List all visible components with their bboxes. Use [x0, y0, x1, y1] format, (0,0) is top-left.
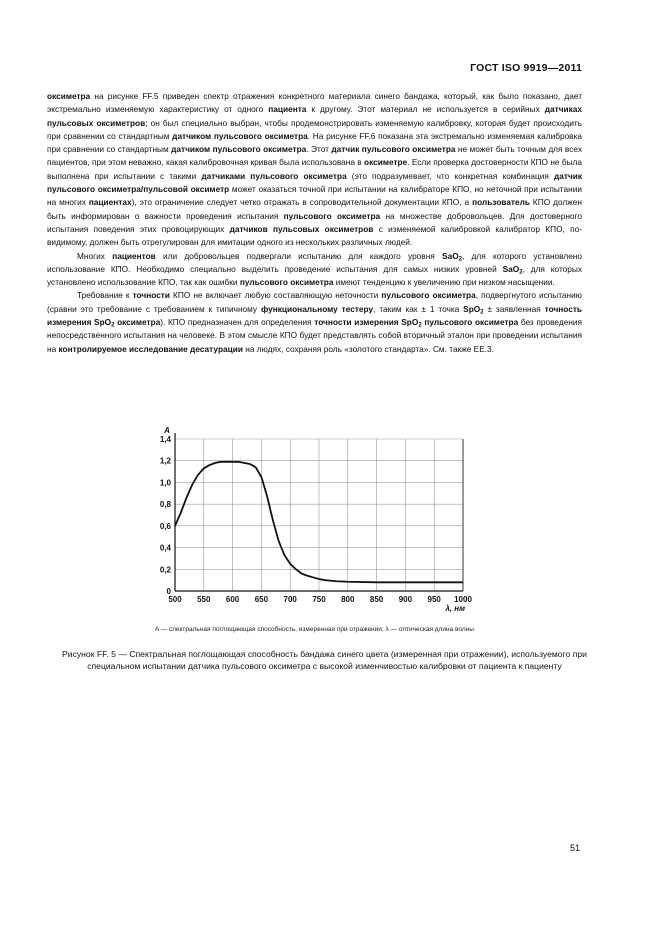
- x-tick-label: 850: [369, 595, 384, 604]
- text-run: может оказаться точной при испытании на калибраторе КПО, но неточной при испытании на многих: [47, 184, 582, 208]
- x-axis-label: λ, нм: [445, 604, 465, 613]
- text-run: 2: [480, 309, 484, 316]
- x-tick-label: 550: [197, 595, 211, 604]
- text-run: не может быть точным для всех пациентов, при этом неважно, какая калибровочная кривая была использована в: [47, 144, 582, 168]
- figure-ff5: [140, 417, 480, 617]
- text-run: (это подразумевает, что конкретная комбинация: [346, 170, 554, 181]
- x-tick-label: 650: [254, 595, 269, 604]
- text-run: ; он был специально выбран, чтобы продемонстрировать изменяемую калибровку, которая будет происходить при сравнении со стандартным: [47, 117, 582, 141]
- text-run: , подвергнутого испытанию (сравни это требование с требованием к типичному: [47, 290, 582, 314]
- y-tick-label: 0,4: [159, 543, 171, 553]
- text-run: 2: [458, 256, 462, 263]
- text-run: пульсового оксиметра: [239, 277, 334, 288]
- text-run: датчиком пульсового оксиметра: [172, 130, 308, 141]
- y-tick-label: 1,2: [159, 456, 171, 466]
- y-tick-label: 0,8: [159, 500, 171, 510]
- text-run: точности измерения SpO: [314, 317, 419, 328]
- text-run: на рисунке FF.5 приведен спектр отражения конкретного материала синего бандажа, который, как было показано, дает экстремально изменяемую характеристику от одного: [47, 91, 582, 115]
- x-tick-label: 950: [427, 595, 441, 604]
- text-run: . Этот: [306, 144, 332, 155]
- text-run: точность измерения SpO: [47, 303, 583, 328]
- text-run: 2: [418, 322, 422, 329]
- figure-legend-note: A — спектральная поглощающая способность, измеренная при отражении; λ — оптическая длина волны: [155, 626, 474, 633]
- paragraph-1: [47, 90, 582, 250]
- x-tick-label: 700: [283, 595, 297, 604]
- text-run: пульсового оксиметра: [421, 317, 519, 328]
- y-axis-label: A: [164, 426, 170, 435]
- text-run: SpO: [463, 303, 481, 314]
- text-run: , таким как ± 1 точка: [373, 303, 464, 314]
- text-run: функциональному тестеру: [260, 303, 374, 314]
- text-run: с изменяемой калибровкой калибратор КПО, по-видимому, должен быть отрегулирован для имитации одного из нескольких различных людей.: [47, 223, 582, 248]
- text-run: оксиметра: [47, 91, 91, 101]
- y-tick-label: 0,6: [159, 521, 171, 531]
- text-run: на множестве добровольцев. Для достоверного испытания поведения этих провоцирующих: [47, 210, 583, 234]
- text-run: пациента: [268, 104, 307, 115]
- text-run: Требование к: [77, 290, 133, 301]
- text-run: SaO: [442, 250, 459, 261]
- text-run: оксиметре: [364, 157, 408, 168]
- x-tick-label: 1000: [454, 595, 472, 604]
- y-tick-label: 1,0: [159, 478, 171, 488]
- body-text: [47, 90, 582, 356]
- text-run: . На рисунке FF.6 показана эта экстремально изменяемая калибровка при сравнении со стандартным: [47, 130, 583, 155]
- paragraph-2: [47, 250, 582, 290]
- text-run: датчик пульсового оксиметра: [331, 144, 456, 155]
- y-tick-label: 0: [166, 587, 171, 596]
- text-run: оксиметра: [114, 317, 161, 328]
- x-tick-label: 900: [398, 595, 413, 604]
- text-run: ). КПО предназначен для определения: [160, 317, 315, 328]
- text-run: датчик пульсового оксиметра/пульсовой оксиметр: [47, 170, 583, 195]
- text-run: 2: [111, 322, 115, 329]
- text-run: пульсового оксиметра: [381, 290, 476, 301]
- text-run: к другому. Этот материал не используется в серийных: [306, 104, 545, 115]
- text-run: ± заявленная: [483, 303, 545, 314]
- text-run: 2: [519, 269, 523, 276]
- text-run: , для которого установлено использование КПО. Необходимо специально выделить проведение испытания для самых низких уровней: [47, 250, 583, 274]
- text-run: ), это ограничение следует четко отражать в сопроводительной документации КПО, а: [131, 197, 473, 208]
- text-run: SaO: [502, 263, 520, 274]
- text-run: пользователь: [472, 197, 530, 208]
- text-run: , для которых установлено использование КПО, так как ошибки: [47, 263, 582, 288]
- text-run: датчиками пульсового оксиметра: [201, 170, 347, 181]
- spectrum-chart: [140, 417, 480, 617]
- x-tick-label: 500: [168, 595, 182, 604]
- figure-caption: Рисунок FF. 5 — Спектральная поглощающая способность бандажа синего цвета (измеренная при отражении), используемого при специальном испытании датчика пульсового оксиметра с высокой изменчивостью калибровки от пациента к пациенту: [62, 649, 587, 671]
- text-run: на людях, сохраняя роль «золотого стандарта». См. также ЕЕ.3.: [242, 343, 494, 354]
- paragraph-3: [47, 289, 582, 355]
- standard-header: ГОСТ ISO 9919—2011: [470, 62, 582, 74]
- text-run: точности: [132, 290, 170, 301]
- text-run: . Если проверка достоверности КПО не была выполнена при испытании с такими: [47, 157, 582, 181]
- y-tick-label: 0,2: [159, 565, 171, 575]
- text-run: датчиках пульсовых оксиметров: [47, 104, 582, 128]
- text-run: пульсового оксиметра: [283, 210, 381, 221]
- text-run: датчиком пульсового оксиметра: [171, 144, 307, 155]
- y-tick-label: 1,4: [159, 435, 171, 444]
- x-tick-label: 750: [312, 595, 326, 604]
- x-tick-label: 600: [225, 595, 240, 604]
- page-number: 51: [569, 843, 580, 853]
- text-run: без проведения непосредственного испытания на человеке. В этом смысле КПО будет представлять собой вторичный эталон при проведении испытания на: [47, 317, 582, 354]
- text-run: пациентах: [88, 197, 132, 208]
- text-run: КПО не включает любую составляющую неточности: [169, 290, 382, 301]
- text-run: Многих: [77, 250, 113, 261]
- text-run: датчиков пульсовых оксиметров: [229, 223, 374, 234]
- text-run: контролируемое исследование десатурации: [58, 343, 243, 354]
- text-run: КПО должен быть информирован о важности проведения испытания: [47, 197, 582, 221]
- text-run: имеют тенденцию к увеличению при низком насыщении.: [333, 277, 555, 288]
- text-run: или добровольцев подвергали испытанию для каждого уровня: [155, 250, 443, 261]
- text-run: пациентов: [112, 250, 156, 261]
- x-tick-label: 800: [341, 595, 355, 604]
